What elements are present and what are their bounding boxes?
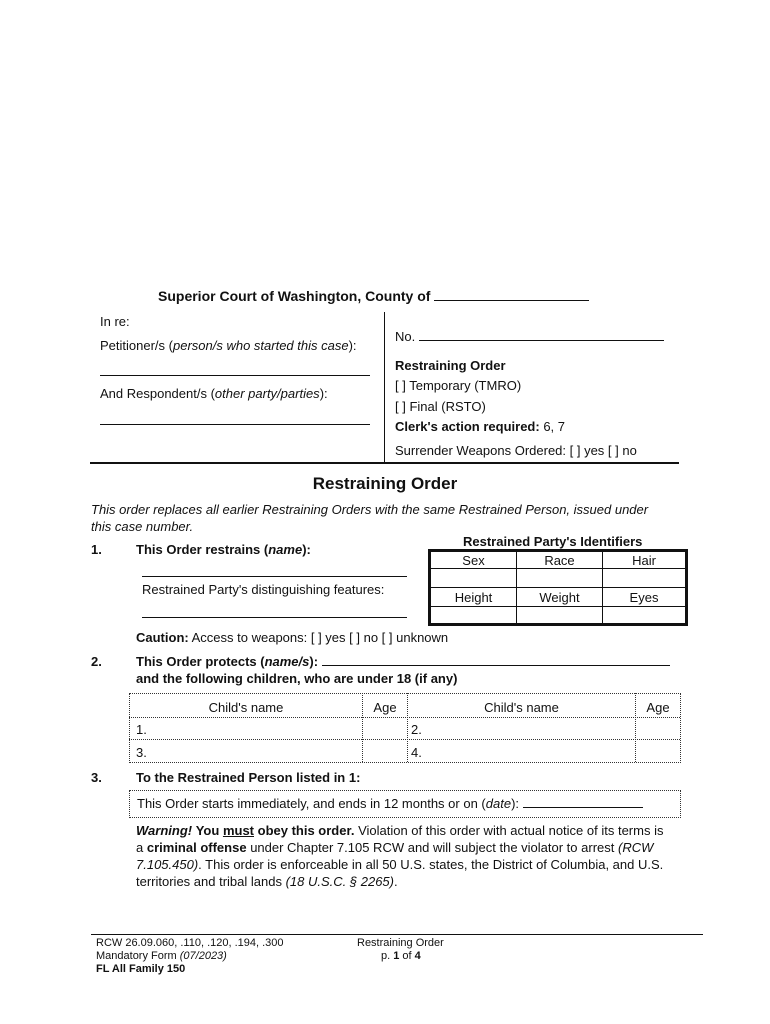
clerk-action-label: Clerk's action required: xyxy=(395,419,540,434)
warning-text-3: . This order is enforceable in all 50 U.S. states, the District of Columbia, and U.S. territories and tribal lands xyxy=(136,857,664,889)
child-name-header-2: Child's name xyxy=(484,700,559,715)
petitioner-blank[interactable] xyxy=(100,375,370,376)
race-cell[interactable] xyxy=(517,569,603,588)
footer-page xyxy=(381,950,421,962)
respondent-label xyxy=(100,386,328,401)
restrained-name-blank[interactable] xyxy=(142,576,407,577)
respondent-italic: other party/parties xyxy=(214,386,320,401)
height-header: Height xyxy=(431,588,517,607)
footer-page-of: of xyxy=(399,950,415,962)
weight-header: Weight xyxy=(517,588,603,607)
case-number-label: No. xyxy=(395,329,416,344)
child-row-3[interactable]: 3. xyxy=(136,745,147,760)
caution-line[interactable] xyxy=(136,630,448,645)
warning-must: must xyxy=(222,823,254,838)
clerk-action xyxy=(395,419,565,434)
weight-cell[interactable] xyxy=(517,607,603,624)
caution-label: Caution: xyxy=(136,630,189,645)
order-term-end: ): xyxy=(511,796,520,811)
age-header-1: Age xyxy=(373,700,397,715)
warning-rcw: (RCW 7.105.450) xyxy=(136,840,654,872)
footer-rule xyxy=(91,934,703,935)
warning-usc: (18 U.S.C. § 2265) xyxy=(285,874,394,889)
warning-obey: obey this order. xyxy=(257,823,355,838)
footer-page-num: 1 xyxy=(393,950,400,962)
protected-names-blank[interactable] xyxy=(322,665,670,666)
race-header: Race xyxy=(517,552,603,569)
warning-label: Warning! xyxy=(136,823,193,838)
warning-text-1: Violation of this order with actual notice of its terms is a xyxy=(136,823,664,855)
caution-text: Access to weapons: [ ] yes [ ] no [ ] unknown xyxy=(191,630,449,645)
section1-label-italic: name xyxy=(268,542,303,557)
section1-label-text: This Order restrains ( xyxy=(136,542,269,557)
case-number xyxy=(395,329,664,344)
order-term-text[interactable] xyxy=(137,796,643,811)
intro-text: This order replaces all earlier Restraining Orders with the same Restrained Person, issued under this case number. xyxy=(91,502,649,534)
footer-mandatory-date: (07/2023) xyxy=(179,950,227,962)
sex-header: Sex xyxy=(431,552,517,569)
surrender-weapons[interactable]: Surrender Weapons Ordered: [ ] yes [ ] no xyxy=(395,443,637,458)
order-type: Restraining Order xyxy=(395,358,506,373)
hair-header: Hair xyxy=(603,552,686,569)
petitioner-end: ): xyxy=(348,338,357,353)
identifiers-table xyxy=(430,551,686,624)
in-re-label: In re: xyxy=(100,314,130,329)
footer-title: Restraining Order xyxy=(357,937,444,949)
end-date-blank[interactable] xyxy=(523,807,643,808)
order-term-start: This Order starts immediately, and ends in 12 months or on ( xyxy=(137,796,486,811)
footer-page-total: 4 xyxy=(414,950,421,962)
children-row-divider-2 xyxy=(129,739,680,740)
child-name-header-1: Child's name xyxy=(208,700,284,715)
eyes-header: Eyes xyxy=(603,588,686,607)
eyes-cell[interactable] xyxy=(603,607,686,624)
respondent-end: ): xyxy=(319,386,328,401)
section1-label xyxy=(136,542,311,557)
section3-number: 3. xyxy=(91,770,102,785)
court-heading xyxy=(158,288,589,304)
section2-number: 2. xyxy=(91,654,102,669)
child-row-2[interactable]: 2. xyxy=(411,722,422,737)
petitioner-text: Petitioner/s ( xyxy=(100,338,173,353)
section3-label: To the Restrained Person listed in 1: xyxy=(136,770,361,785)
court-heading-text: Superior Court of Washington, County of xyxy=(158,288,431,304)
warning-paragraph xyxy=(136,822,664,890)
respondent-text: And Respondent/s ( xyxy=(100,386,215,401)
case-number-blank[interactable] xyxy=(419,340,664,341)
features-blank[interactable] xyxy=(142,617,407,618)
petitioner-italic: person/s who started this case xyxy=(172,338,349,353)
children-line: and the following children, who are under 18 (if any) xyxy=(136,671,458,686)
footer-page-prefix: p. xyxy=(381,950,394,962)
warning-end: . xyxy=(393,874,398,889)
age-header-2: Age xyxy=(646,700,670,715)
header-rule xyxy=(90,462,679,464)
footer-rcw: RCW 26.09.060, .110, .120, .194, .300 xyxy=(96,937,284,949)
child-row-4[interactable]: 4. xyxy=(411,745,422,760)
identifiers-title: Restrained Party's Identifiers xyxy=(463,534,643,549)
warning-you: You xyxy=(195,823,220,838)
features-label: Restrained Party's distinguishing features: xyxy=(142,582,385,597)
height-cell[interactable] xyxy=(431,607,517,624)
final-option[interactable]: [ ] Final (RSTO) xyxy=(395,399,486,414)
section2-label-italic: name/s xyxy=(264,654,310,669)
petitioner-label xyxy=(100,338,357,353)
order-term-date-label: date xyxy=(485,796,512,811)
footer-mandatory-text: Mandatory Form xyxy=(96,950,180,962)
clerk-action-value: 6, 7 xyxy=(543,419,566,434)
caption-divider xyxy=(384,312,385,462)
child-row-1[interactable]: 1. xyxy=(136,722,147,737)
section2-label-text: This Order protects ( xyxy=(136,654,265,669)
children-row-divider-1 xyxy=(129,717,680,718)
warning-text-2: under Chapter 7.105 RCW and will subject the violator to arrest xyxy=(250,840,615,855)
temporary-option[interactable]: [ ] Temporary (TMRO) xyxy=(395,378,522,393)
hair-cell[interactable] xyxy=(603,569,686,588)
section1-label-end: ): xyxy=(302,542,311,557)
section2-label xyxy=(136,654,670,669)
sex-cell[interactable] xyxy=(431,569,517,588)
county-blank[interactable] xyxy=(434,300,589,301)
respondent-blank[interactable] xyxy=(100,424,370,425)
section2-label-end: ): xyxy=(309,654,319,669)
page-title: Restraining Order xyxy=(312,474,458,493)
section1-number: 1. xyxy=(91,542,102,557)
warning-criminal: criminal offense xyxy=(146,840,247,855)
footer-mandatory xyxy=(96,950,227,962)
footer-form-id: FL All Family 150 xyxy=(96,963,186,975)
